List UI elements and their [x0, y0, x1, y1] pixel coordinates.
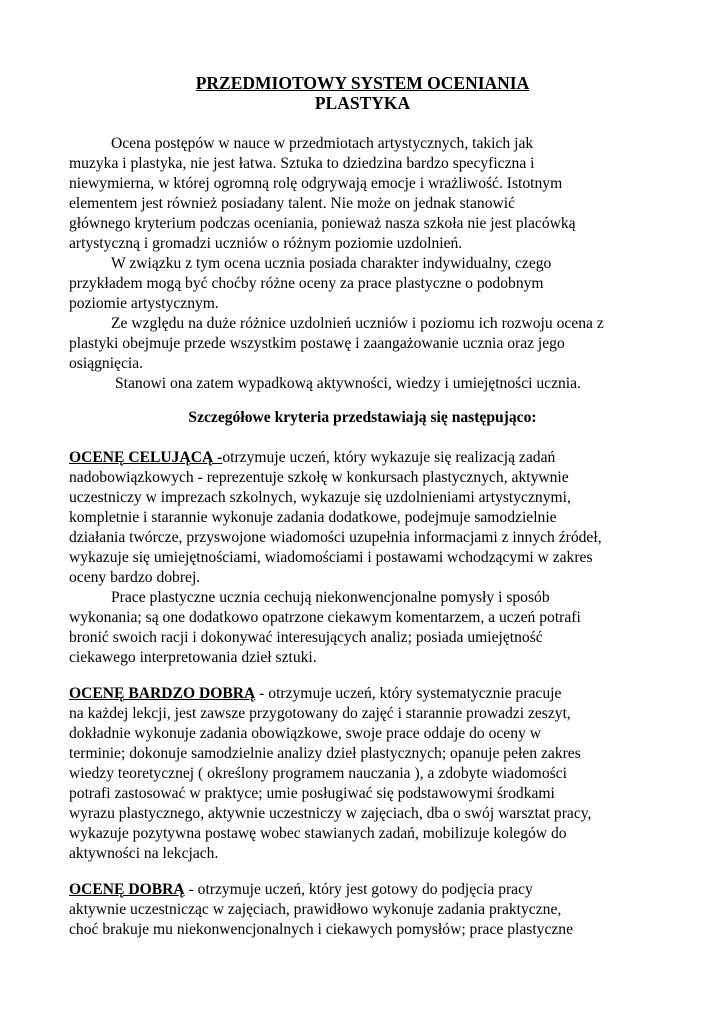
grade-line: wyrazu plastycznego, aktywnie uczestniczy w zajęciach, dba o swój warsztat pracy, [69, 805, 592, 822]
grade-label: OCENĘ CELUJĄCĄ - [69, 449, 223, 466]
grade-line: potrafi zastosować w praktyce; umie posługiwać się podstawowymi środkami [69, 785, 555, 802]
criteria-heading: Szczegółowe kryteria przedstawiają się następująco: [188, 409, 537, 426]
grade-line: wykazuje pozytywna postawę wobec stawianych zadań, mobilizuje kolegów do [69, 825, 567, 842]
grade-line: bronić swoich racji i dokonywać interesujących analiz; posiada umiejętność [69, 629, 543, 646]
intro-line: niewymierna, w której ogromną rolę odgrywają emocje i wrażliwość. Istotnym [69, 175, 563, 192]
intro-line: elementem jest również posiadany talent. Nie może on jednak stanowić [69, 195, 516, 212]
intro-line: Ocena postępów w nauce w przedmiotach artystycznych, takich jak [111, 135, 534, 152]
grade-dobra-first-line: OCENĘ DOBRĄ - otrzymuje uczeń, który jest gotowy do podjęcia pracy [69, 881, 533, 898]
grade-bardzo-dobra-first-line: OCENĘ BARDZO DOBRĄ - otrzymuje uczeń, który systematycznie pracuje [69, 685, 562, 702]
grade-label: OCENĘ DOBRĄ [69, 881, 185, 898]
intro-line: Stanowi ona zatem wypadkową aktywności, wiedzy i umiejętności ucznia. [115, 375, 581, 392]
grade-line: dokładnie wykonuje zadania obowiązkowe, swoje prace oddaje do oceny w [69, 725, 541, 742]
document-title: PRZEDMIOTOWY SYSTEM OCENIANIA [195, 73, 530, 93]
grade-line: aktywności na lekcjach. [69, 845, 219, 862]
grade-line: Prace plastyczne ucznia cechują niekonwencjonalne pomysły i sposób [111, 589, 550, 606]
grade-line: terminie; dokonuje samodzielnie analizy dzieł plastycznych; opanuje pełen zakres [69, 745, 581, 762]
intro-line: przykładem mogą być choćby różne oceny za prace plastyczne o podobnym [69, 275, 544, 292]
grade-celujaca-first-line: OCENĘ CELUJĄCĄ -otrzymuje uczeń, który wykazuje się realizacją zadań [69, 449, 556, 466]
grade-line: na każdej lekcji, jest zawsze przygotowany do zajęć i starannie prowadzi zeszyt, [69, 705, 571, 722]
intro-line: plastyki obejmuje przede wszystkim postawę i zaangażowanie ucznia oraz jego [69, 335, 565, 352]
grade-line: uczestniczy w imprezach szkolnych, wykazuje się uzdolnieniami artystycznymi, [69, 489, 571, 506]
intro-line: głównego kryterium podczas oceniania, ponieważ nasza szkoła nie jest placówką [69, 215, 576, 232]
grade-line: oceny bardzo dobrej. [69, 569, 201, 586]
document-subtitle: PLASTYKA [314, 93, 411, 113]
grade-line: wiedzy teoretycznej ( określony programem nauczania ), a zdobyte wiadomości [69, 765, 567, 782]
grade-line: wykazuje się umiejętnościami, wiadomościami i postawami wchodzącymi w zakres [69, 549, 593, 566]
grade-line: choć brakuje mu niekonwencjonalnych i ciekawych pomysłów; prace plastyczne [69, 921, 574, 938]
intro-line: artystyczną i gromadzi uczniów o różnym poziomie uzdolnień. [69, 235, 463, 252]
intro-line: muzyka i plastyka, nie jest łatwa. Sztuka to dziedzina bardzo specyficzna i [69, 155, 535, 172]
intro-line: W związku z tym ocena ucznia posiada charakter indywidualny, czego [111, 255, 552, 272]
intro-line: osiągnięcia. [69, 355, 144, 372]
intro-line: poziomie artystycznym. [69, 295, 219, 312]
grade-line: kompletnie i starannie wykonuje zadania dodatkowe, podejmuje samodzielnie [69, 509, 557, 526]
grade-line: działania twórcze, przyswojone wiadomości uzupełnia informacjami z innych źródeł, [69, 529, 602, 546]
grade-line: nadobowiązkowych - reprezentuje szkołę w konkursach plastycznych, aktywnie [69, 469, 569, 486]
grade-line: aktywnie uczestnicząc w zajęciach, prawidłowo wykonuje zadania praktyczne, [69, 901, 562, 918]
grade-line: wykonania; są one dodatkowo opatrzone ciekawym komentarzem, a uczeń potrafi [69, 609, 581, 626]
grade-label: OCENĘ BARDZO DOBRĄ [69, 685, 256, 702]
intro-line: Ze względu na duże różnice uzdolnień uczniów i poziomu ich rozwoju ocena z [111, 315, 604, 332]
grade-line: ciekawego interpretowania dzieł sztuki. [69, 649, 317, 666]
